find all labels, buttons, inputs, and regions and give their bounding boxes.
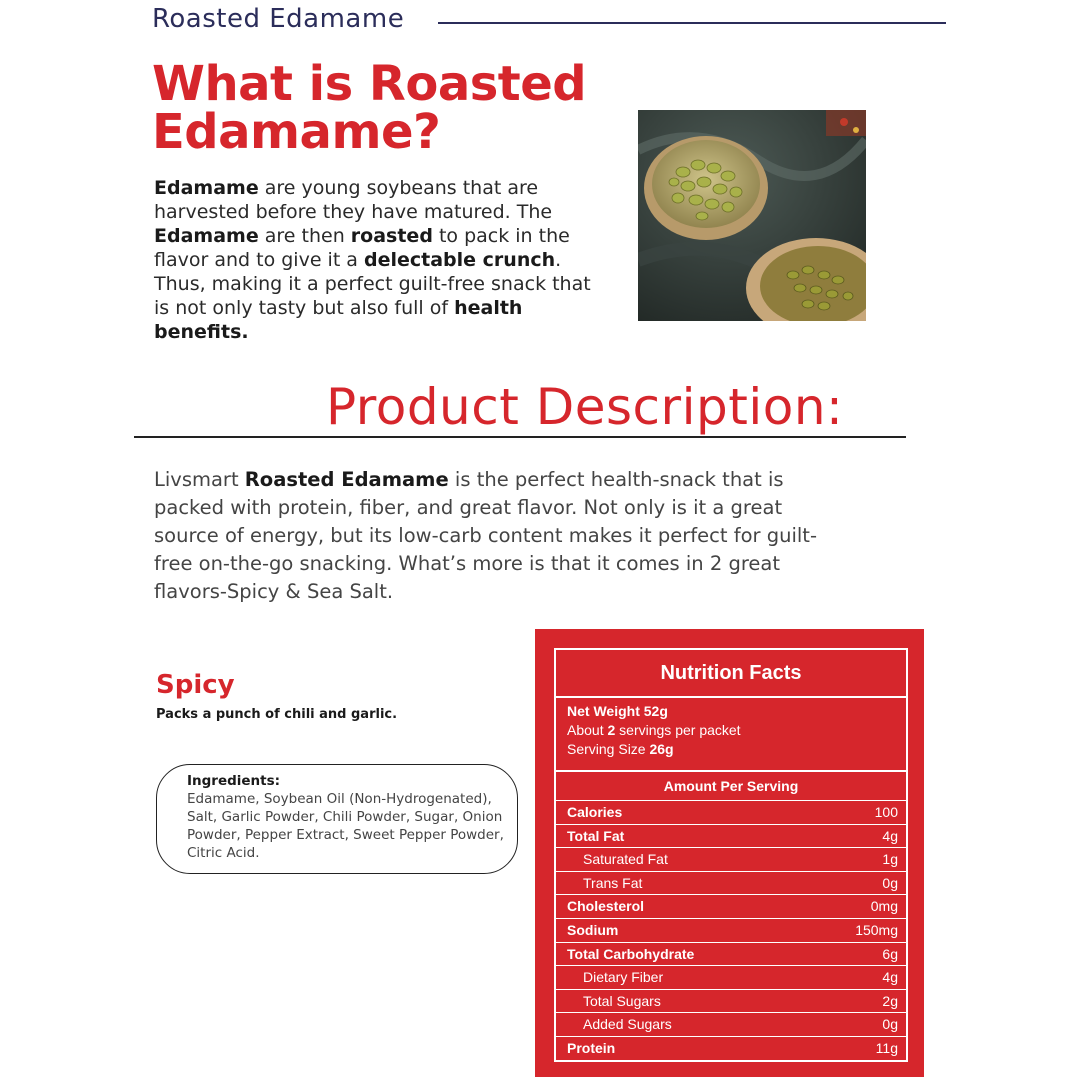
- body-text: . Thus, making it a perfect guilt-free snack that is not only tasty but also full of: [154, 249, 591, 319]
- nutrient-label: Total Fat: [567, 827, 625, 844]
- nutrient-value: 11g: [875, 1039, 898, 1056]
- ingredients-title: Ingredients:: [187, 773, 281, 789]
- serving-size-value: 26g: [649, 741, 674, 757]
- nutrition-row: [556, 871, 906, 895]
- brand-title: Roasted Edamame: [152, 4, 405, 34]
- nutrient-value: 0g: [882, 1016, 898, 1033]
- nutrient-value: 4g: [882, 969, 898, 986]
- emphasized-text: Edamame: [154, 225, 259, 247]
- servings-count: 2: [607, 722, 616, 738]
- body-text: to pack in the flavor and to give it a: [154, 225, 570, 271]
- nutrient-value: 4g: [882, 827, 898, 844]
- nutrition-row: [556, 847, 906, 871]
- nutrition-row: [556, 1036, 906, 1060]
- body-text: is the perfect health-snack that is packed with protein, fiber, and great flavor. Not only is it a great source of energy, but its low-carb content makes it perfect for guilt-free on-the-go snacking. What’s more is that it comes in 2 great flavors-Spicy & Sea Salt.: [154, 468, 817, 603]
- serving-size-prefix: Serving Size: [567, 741, 650, 757]
- body-text: Livsmart: [154, 468, 245, 491]
- nutrition-row: [556, 800, 906, 824]
- emphasized-text: Edamame: [154, 177, 259, 199]
- nutrient-label: Total Sugars: [583, 992, 661, 1009]
- nutrient-value: 6g: [882, 945, 898, 962]
- nutrient-label: Protein: [567, 1039, 616, 1056]
- nutrition-row: [556, 918, 906, 942]
- emphasized-text: health benefits.: [154, 297, 523, 343]
- flavor-note: Packs a punch of chili and garlic.: [156, 707, 398, 722]
- nutrient-value: 1g: [882, 851, 898, 868]
- nutrient-value: 0g: [882, 874, 898, 891]
- servings-prefix: About: [567, 722, 608, 738]
- body-text: are young soybeans that are harvested before they have matured. The: [154, 177, 553, 223]
- serving-size: [567, 740, 906, 759]
- product-description-heading: Product Description:: [326, 378, 844, 436]
- emphasized-text: Roasted Edamame: [244, 468, 449, 491]
- servings-per-packet: [567, 721, 906, 740]
- nutrient-label: Calories: [567, 804, 623, 820]
- nutrition-header: [556, 698, 906, 770]
- body-text: are then: [258, 225, 351, 247]
- servings-suffix: servings per packet: [615, 722, 741, 738]
- nutrition-row: [556, 942, 906, 966]
- product-description-rule: [134, 436, 906, 438]
- nutrition-facts-box: [554, 648, 908, 1062]
- nutrient-value: 0mg: [870, 898, 898, 915]
- net-weight: Net Weight 52g: [567, 703, 668, 719]
- ingredients-text: Edamame, Soybean Oil (Non-Hydrogenated), Salt, Garlic Powder, Chili Powder, Sugar, Onion Powder, Pepper Extract, Sweet Pepper Powder, Citric Acid.: [187, 791, 504, 861]
- emphasized-text: roasted: [350, 225, 433, 247]
- nutrition-facts-panel: [535, 629, 924, 1077]
- nutrition-row: [556, 1012, 906, 1036]
- edamame-bowl-photo: [638, 110, 866, 321]
- intro-paragraph: [154, 176, 604, 344]
- emphasized-text: delectable crunch: [364, 249, 556, 271]
- nutrient-value: 150mg: [855, 921, 898, 938]
- product-description-paragraph: [154, 466, 844, 606]
- nutrient-label: Added Sugars: [583, 1016, 672, 1033]
- nutrient-value: 2g: [882, 992, 898, 1009]
- nutrition-row: [556, 989, 906, 1013]
- intro-heading: What is Roasted Edamame?: [152, 56, 587, 160]
- ingredients-box: [156, 764, 518, 874]
- nutrition-facts-title: Nutrition Facts: [660, 662, 802, 684]
- nutrient-label: Saturated Fat: [583, 851, 668, 868]
- nutrition-rows: [556, 800, 906, 1060]
- nutrient-label: Dietary Fiber: [583, 969, 664, 986]
- nutrition-row: [556, 894, 906, 918]
- nutrition-row: [556, 965, 906, 989]
- nutrient-label: Cholesterol: [567, 898, 645, 915]
- nutrient-label: Total Carbohydrate: [567, 945, 695, 962]
- nutrient-label: Sodium: [567, 921, 619, 938]
- amount-per-serving: Amount Per Serving: [663, 778, 799, 794]
- brand-title-rule: [438, 22, 946, 24]
- nutrient-label: Trans Fat: [583, 874, 643, 891]
- nutrition-row: [556, 824, 906, 848]
- flavor-name: Spicy: [156, 670, 235, 700]
- nutrient-value: 100: [874, 804, 898, 820]
